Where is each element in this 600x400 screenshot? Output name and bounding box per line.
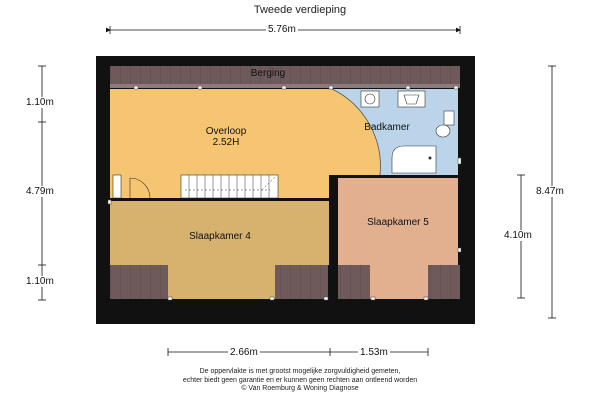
- shower-icon: [392, 146, 436, 173]
- dimension-left-middle: 4.79m: [26, 186, 54, 197]
- wall-badkamer-slaapkamer5: [332, 175, 460, 178]
- disclaimer-line-1: De oppervlakte is met grootst mogelijke zorgvuldigheid gemeten,: [199, 368, 401, 375]
- room-label-overloop: Overloop: [205, 126, 247, 137]
- room-label-badkamer: Badkamer: [364, 122, 410, 133]
- disclaimer: [0, 368, 600, 394]
- dimension-right-total: 8.47m: [536, 186, 564, 197]
- room-label-slaapkamer-4: Slaapkamer 4: [189, 231, 251, 242]
- floor-title: Tweede verdieping: [253, 4, 347, 16]
- staircase: [181, 175, 278, 198]
- wall-slaapkamer4-slaapkamer5: [329, 175, 338, 299]
- room-label-overloop-height: 2.52H: [212, 137, 240, 148]
- room-label-berging: Berging: [250, 68, 286, 79]
- washing-machine-icon: [361, 91, 379, 107]
- dimension-left-bottom: 1.10m: [26, 276, 54, 287]
- disclaimer-line-2: echter biedt geen garantie en er kunnen geen rechten aan ontleend worden: [182, 376, 418, 384]
- copyright: © Van Roemburg & Woning Diagnose: [241, 385, 359, 392]
- dimension-bottom-right: 1.53m: [360, 347, 388, 358]
- room-label-slaapkamer-5: Slaapkamer 5: [367, 217, 429, 228]
- stair-rail: [113, 175, 121, 198]
- dimension-left-top: 1.10m: [26, 97, 54, 108]
- dimension-right-inner: 4.10m: [504, 230, 532, 241]
- dimension-bottom-left: 2.66m: [230, 347, 258, 358]
- dimension-top-width: 5.76m: [268, 24, 296, 35]
- wall-overloop-slaapkamer4: [110, 198, 332, 201]
- sink-icon: [398, 91, 425, 107]
